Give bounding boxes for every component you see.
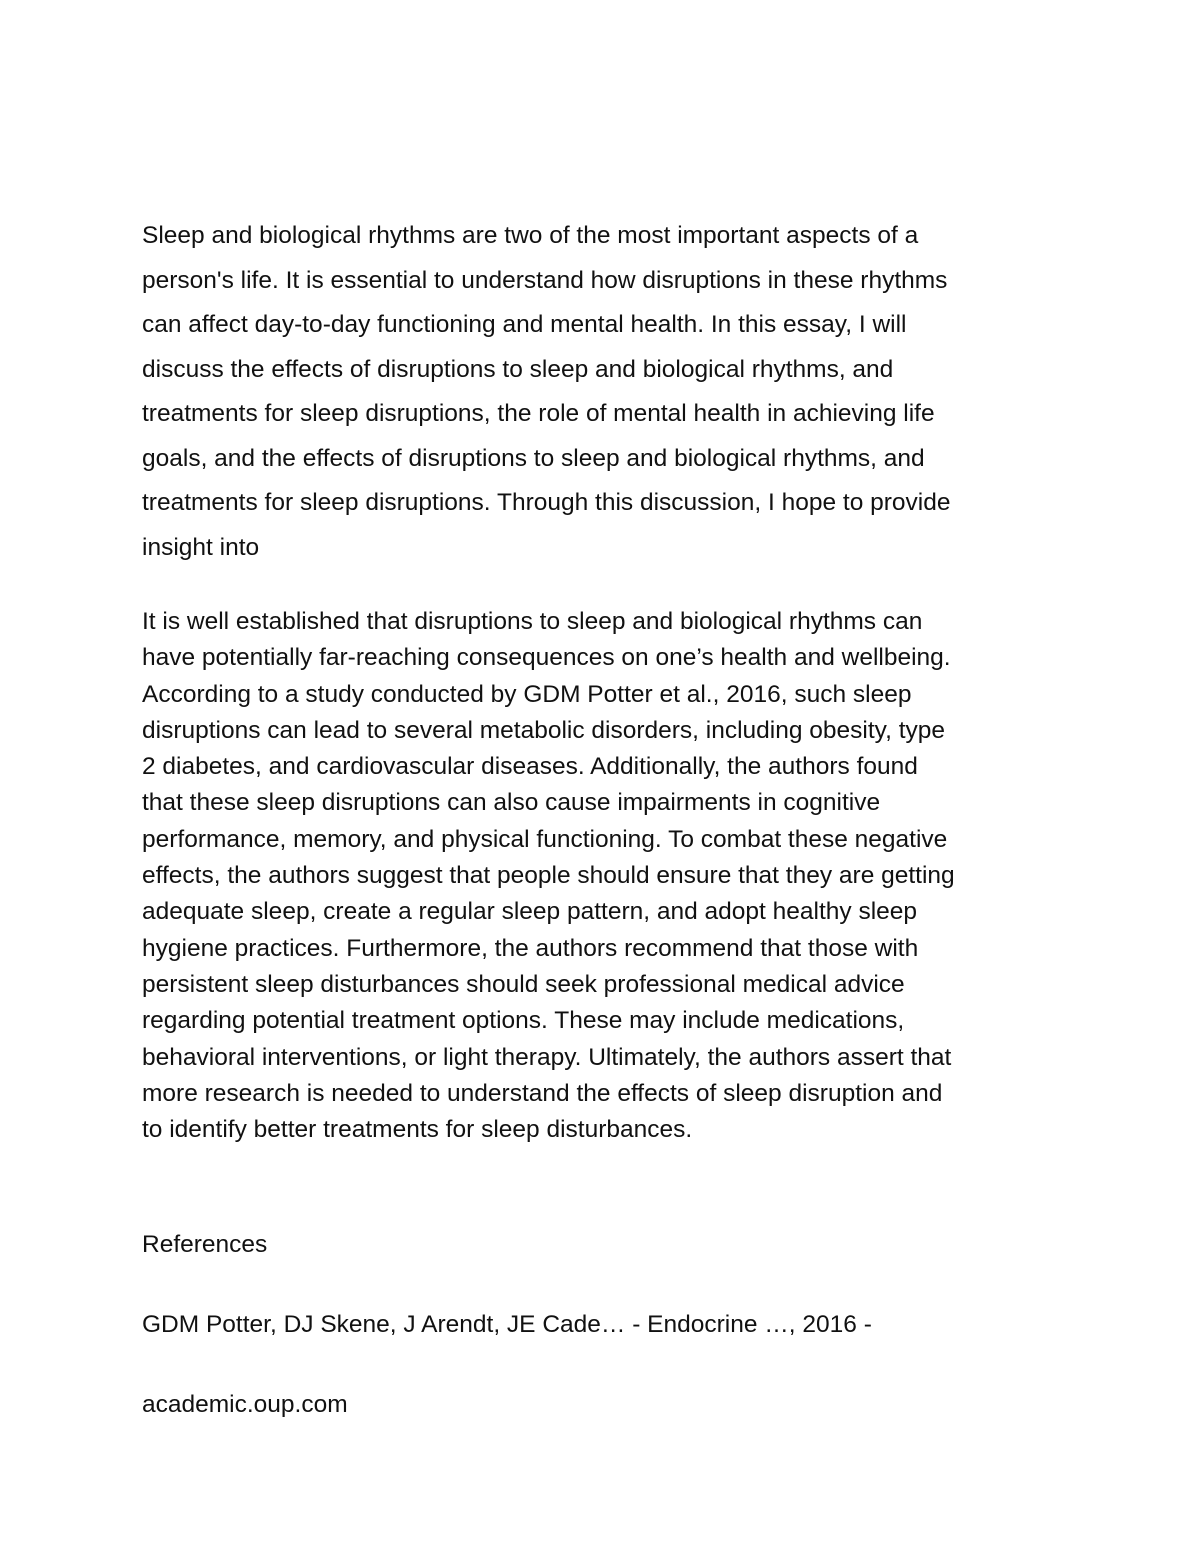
- references-section: [142, 1185, 1072, 1465]
- references-heading: References: [142, 1231, 268, 1258]
- body-paragraph: It is well established that disruptions to sleep and biological rhythms can have potentially far-reaching consequences on one’s health and wellbeing. According to a study conducted by GDM Potter et al., 2016, such sleep disruptions can lead to several metabolic disorders, including obesity, type 2 diabetes, and cardiovascular diseases. Additionally, the authors found that these sleep disruptions can also cause impairments in cognitive performance, memory, and physical functioning. To combat these negative effects, the authors suggest that people should ensure that they are getting adequate sleep, create a regular sleep pattern, and adopt healthy sleep hygiene practices. Furthermore, the authors recommend that those with persistent sleep disturbances should seek professional medical advice regarding potential treatment options. These may include medications, behavioral interventions, or light therapy. Ultimately, the authors assert that more research is needed to understand the effects of sleep disruption and to identify better treatments for sleep disturbances.: [142, 608, 955, 1144]
- reference-entry-line-1: GDM Potter, DJ Skene, J Arendt, JE Cade… - Endocrine …, 2016 -: [142, 1311, 872, 1338]
- intro-paragraph: Sleep and biological rhythms are two of the most important aspects of a person's life. It is essential to understand how disruptions in these rhythms can affect day-to-day functioning and mental health. In this essay, I will discuss the effects of disruptions to sleep and biological rhythms, and treatments for sleep disruptions, the role of mental health in achieving life goals, and the effects of disruptions to sleep and biological rhythms, and treatments for sleep disruptions. Through this discussion, I hope to provide insight into: [142, 222, 951, 561]
- reference-entry-line-2: academic.oup.com: [142, 1391, 348, 1418]
